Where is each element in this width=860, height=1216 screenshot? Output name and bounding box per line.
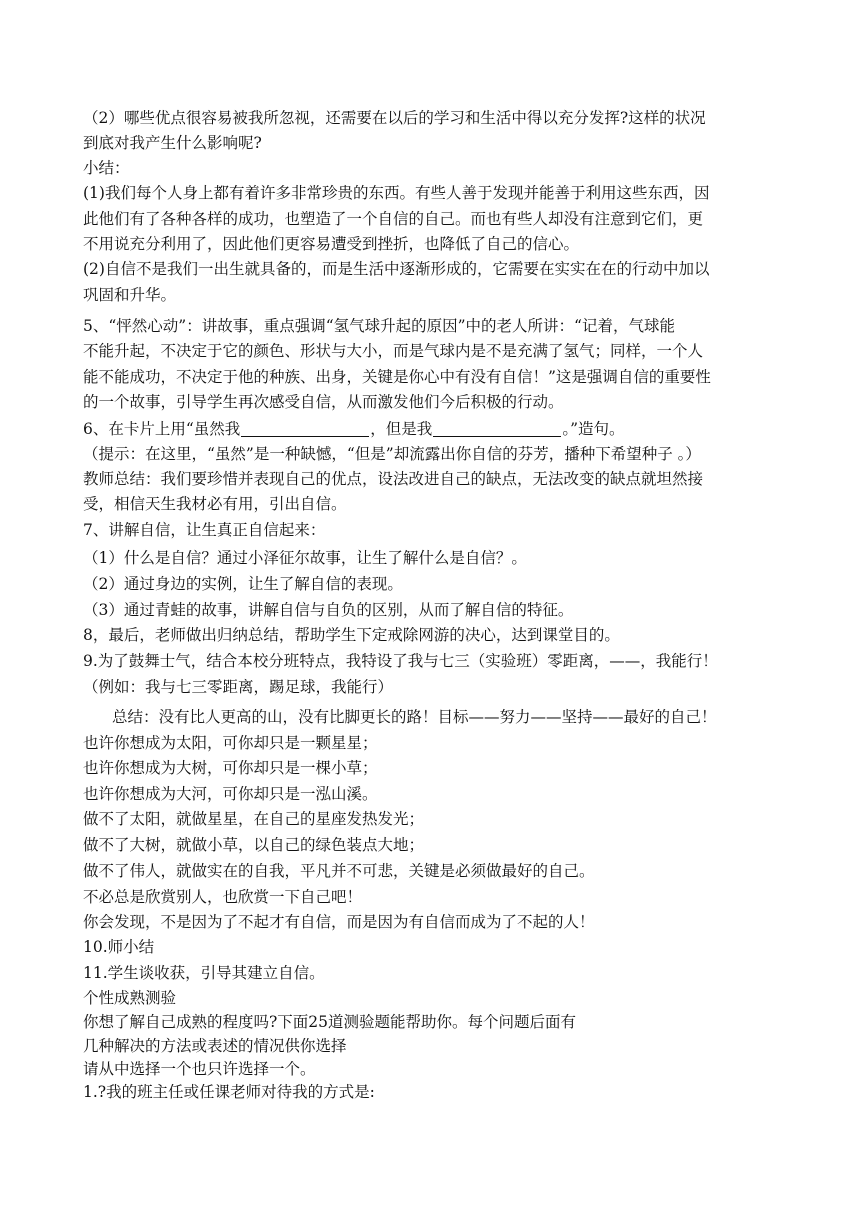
paragraph-line: 7、讲解自信，让生真正自信起来：: [83, 521, 326, 539]
poem-line: 也许你想成为太阳，可你却只是一颗星星；: [83, 734, 378, 752]
fill-in-prefix: 6、在卡片上用“虽然我: [83, 420, 241, 438]
paragraph-line: 不能升起，不决定于它的颜色、形状与大小，而是气球内是不是充满了氢气；同样，一个人: [83, 342, 704, 360]
paragraph-line: 不用说充分利用了，因此他们更容易遭受到挫折，也降低了自己的信心。: [83, 235, 580, 253]
poem-line: 不必总是欣赏别人，也欣赏一下自己吧！: [83, 888, 363, 906]
paragraph-line: 能不能成功，不决定于他的种族、出身，关键是你心中有没有自信！”这是强调自信的重要性: [83, 368, 711, 386]
paragraph-line: 你想了解自己成熟的程度吗?下面25道测验题能帮助你。每个问题后面有: [83, 1013, 577, 1031]
paragraph-line: 到底对我产生什么影响呢?: [83, 134, 262, 152]
paragraph-line: 的一个故事，引导学生再次感受自信，从而激发他们今后积极的行动。: [83, 393, 564, 411]
paragraph-line: 此他们有了各种各样的成功，也塑造了一个自信的自己。而也有些人却没有注意到它们，更: [83, 210, 704, 228]
blank-line: [241, 420, 369, 437]
paragraph-line: 几种解决的方法或表述的情况供你选择: [83, 1037, 347, 1055]
paragraph-line: 受，相信天生我材必有用，引出自信。: [83, 495, 347, 513]
paragraph-line: 8，最后，老师做出归纳总结，帮助学生下定戒除网游的决心，达到课堂目的。: [83, 626, 620, 644]
paragraph-line: 11.学生谈收获，引导其建立自信。: [83, 964, 325, 982]
paragraph-line: 巩固和升华。: [83, 286, 177, 304]
poem-line: 你会发现，不是因为了不起才有自信，而是因为有自信而成为了不起的人！: [83, 913, 595, 931]
poem-line: 做不了太阳，就做星星，在自己的星座发热发光；: [83, 810, 425, 828]
section-heading: 个性成熟测验: [83, 989, 177, 1007]
paragraph-line: 9.为了鼓舞士气，结合本校分班特点，我特设了我与七三（实验班）零距离，——，我能行！: [83, 652, 718, 670]
summary-heading: 小结：: [83, 159, 130, 177]
poem-line: 做不了伟人，就做实在的自我，平凡并不可悲，关键是必须做最好的自己。: [83, 862, 595, 880]
fill-in-suffix: 。”造句。: [562, 420, 625, 438]
poem-line: 也许你想成为大河，可你却只是一泓山溪。: [83, 785, 378, 803]
poem-line: 也许你想成为大树，可你却只是一棵小草；: [83, 759, 378, 777]
paragraph-line: （提示：在这里，“虽然”是一种缺憾，“但是”却流露出你自信的芬芳，播种下希望种子 。）: [83, 445, 701, 463]
blank-line: [433, 420, 561, 437]
list-item: （2）通过身边的实例，让生了解自信的表现。: [83, 575, 403, 593]
paragraph-line: 请从中选择一个也只许选择一个。: [83, 1060, 316, 1078]
question-line: 1.?我的班主任或任课老师对待我的方式是:: [83, 1083, 375, 1101]
paragraph-line: 总结：没有比人更高的山，没有比脚更长的路！目标——努力——坚持——最好的自己！: [112, 708, 717, 726]
paragraph-line: （例如：我与七三零距离，踢足球，我能行）: [83, 678, 394, 696]
paragraph-line: 10.师小结: [83, 938, 155, 956]
poem-line: 做不了大树，就做小草，以自己的绿色装点大地；: [83, 836, 425, 854]
paragraph-line: （2）哪些优点很容易被我所忽视，还需要在以后的学习和生活中得以充分发挥?这样的状况: [83, 109, 706, 127]
paragraph-line: 教师总结：我们要珍惜并表现自己的优点，设法改进自己的缺点，无法改变的缺点就坦然接: [83, 470, 704, 488]
paragraph-line: 5、“怦然心动”：讲故事，重点强调“氢气球升起的原因”中的老人所讲：“记着，气球能: [83, 317, 675, 335]
paragraph-line: (1)我们每个人身上都有着许多非常珍贵的东西。有些人善于发现并能善于利用这些东西，因: [83, 184, 710, 202]
list-item: （1）什么是自信？通过小泽征尔故事，让生了解什么是自信？。: [83, 549, 527, 567]
paragraph-line: (2)自信不是我们一出生就具备的，而是生活中逐渐形成的，它需要在实实在在的行动中加以: [83, 260, 710, 278]
fill-in-middle: ，但是我: [370, 420, 433, 438]
fill-in-sentence: [83, 418, 625, 440]
list-item: （3）通过青蛙的故事，讲解自信与自负的区别，从而了解自信的特征。: [83, 601, 574, 619]
